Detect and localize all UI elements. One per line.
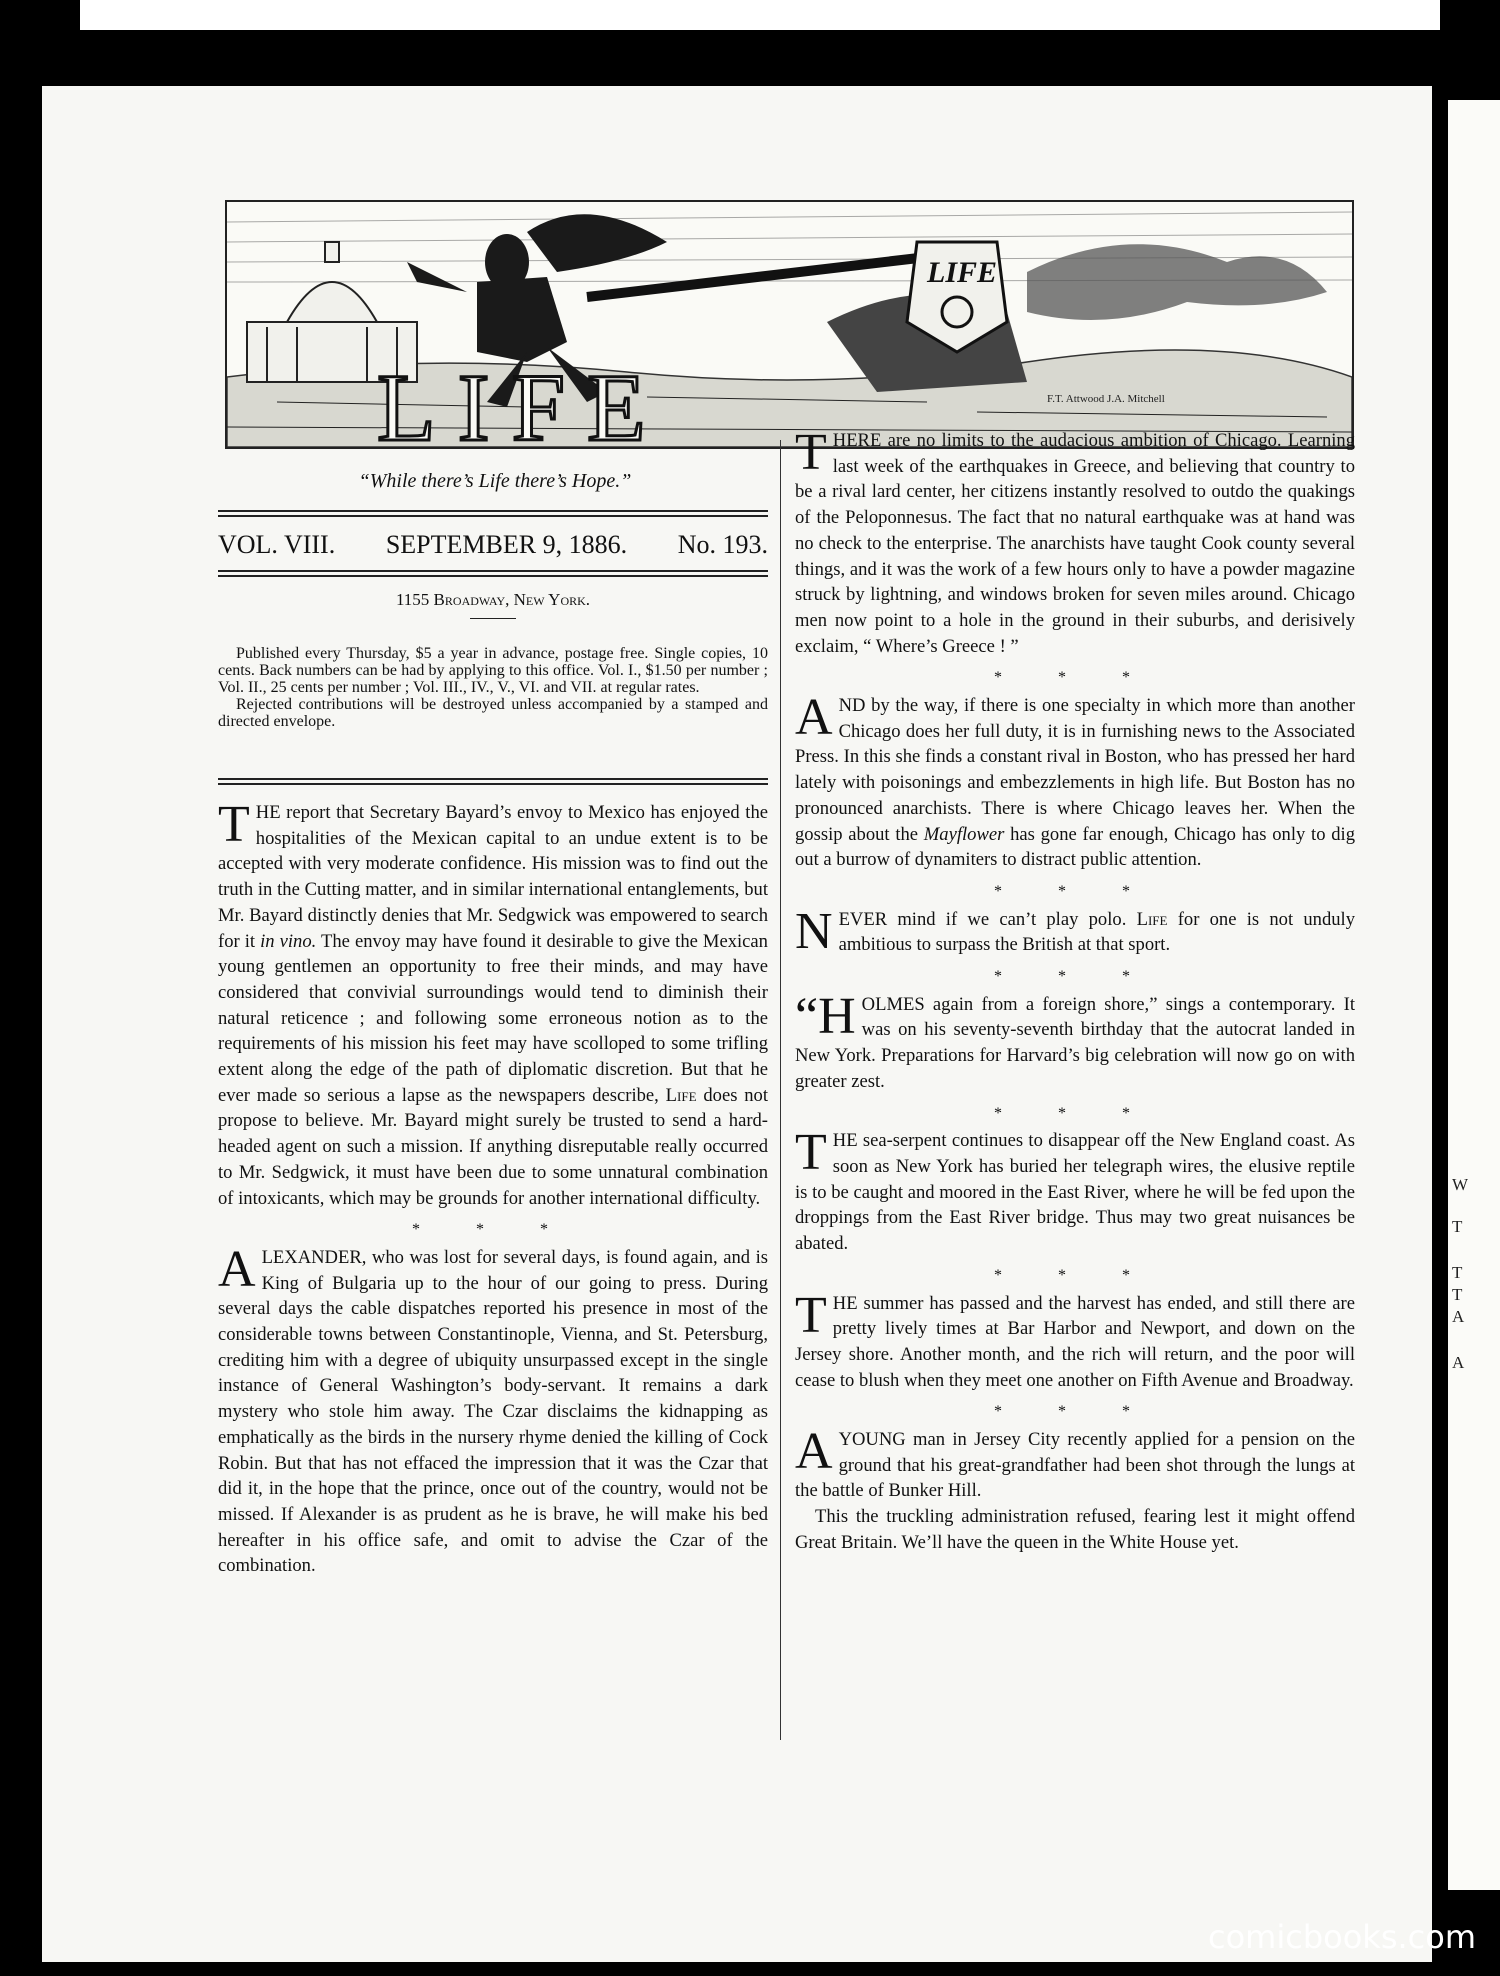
rule <box>218 510 768 512</box>
rule <box>470 618 516 619</box>
italic-text: Mayflower <box>923 823 1005 845</box>
drop-cap: N <box>795 902 833 960</box>
text: for one is not unduly ambitious to surpass the British at that sport. <box>838 908 1355 956</box>
contributions-notice: Rejected contributions will be destroyed unless accompanied by a stamped and directed envelope. <box>218 696 768 730</box>
drop-cap: T <box>795 424 827 481</box>
adjacent-letter: T <box>1452 1263 1463 1282</box>
rule <box>218 783 768 785</box>
separator-stars: * * * <box>994 968 1156 986</box>
shield-text: LIFE <box>927 256 998 289</box>
text: YOUNG man in Jersey City recently applied for a pension on the ground that his great-grandfather had been shot through the lungs at the battle of Bunker Hill. <box>795 1429 1355 1502</box>
drop-cap: T <box>795 1286 827 1344</box>
article-associated-press <box>795 689 1356 873</box>
text: does not propose to believe. Mr. Bayard might surely be trusted to send a hard-headed agent on such a mission. If anything disreputable really occurred to Mr. Sedgwick, it must have been due to some unnatural combination of intoxicants, which may be grounds for another international difficulty. <box>218 1084 769 1209</box>
open-quote: “ <box>795 987 819 1045</box>
separator-stars: * * * <box>994 1266 1156 1284</box>
publication-info <box>218 645 768 730</box>
article-alexander <box>218 1240 768 1579</box>
life-logo: LIFE <box>377 354 668 447</box>
text: HE sea-serpent continues to disappear off the New England coast. As soon as New York has buried her telegraph wires, the elusive reptile is to be caught and moored in the East River, where he will be fed upon the droppings from the East River bridge. Thus may two great nuisances be abated. <box>795 1130 1355 1255</box>
article-pension <box>795 1423 1355 1504</box>
publisher-address: 1155 Broadway, New York. <box>395 590 591 609</box>
subscription-info: Published every Thursday, $5 a year in advance, postage free. Single copies, 10 cents. Back numbers can be had by applying to this office. Vol. I., $1.50 per number ; Vol. II., 25 cents per number ; Vol. III., IV., V., VI. and VII. at regular rates. <box>218 645 768 696</box>
drop-cap: A <box>795 1423 833 1481</box>
left-column <box>218 796 769 1579</box>
life-name: Life <box>1136 908 1168 930</box>
rule <box>218 570 768 572</box>
article-holmes <box>795 987 1355 1095</box>
article-summer <box>795 1286 1355 1394</box>
masthead-illustration <box>225 200 1354 449</box>
text: HE report that Secretary Bayard’s envoy to Mexico has enjoyed the hospitalities of the Mexican capital to an undue extent is to be accepted with very moderate confidence. His mission was to find out the truth in the Cutting matter, and in similar international entanglements, but Mr. Bayard distinctly denies that Mr. Sedgwick was empowered to search for it <box>218 802 768 952</box>
drop-cap: H <box>818 987 856 1045</box>
adjacent-letter: A <box>1452 1307 1465 1326</box>
article-polo <box>795 902 1355 960</box>
rule <box>218 515 768 517</box>
separator-stars: * * * <box>994 1403 1156 1421</box>
adjacent-page-edge <box>1448 100 1500 1890</box>
column-divider <box>780 440 781 1740</box>
adjacent-letter: W <box>1452 1175 1469 1194</box>
life-name: Life <box>665 1084 697 1106</box>
issue-line <box>218 530 768 560</box>
issue-date: SEPTEMBER 9, 1886. <box>385 530 628 559</box>
adjacent-letter: T <box>1452 1285 1463 1304</box>
watermark: comicbooks.com <box>1207 1918 1476 1956</box>
drop-cap: T <box>795 1124 827 1182</box>
text: EVER mind if we can’t play polo. <box>838 908 1127 930</box>
artist-credit: F.T. Attwood J.A. Mitchell <box>1047 393 1165 405</box>
text: LEXANDER, who was lost for several days, is found again, and is King of Bulgaria up to the hour of our going to press. During several days the cable dispatches reported his presence in most of the considerable towns between Constantinople, Vienna, and St. Petersburg, crediting him with a degree of ubiquity unsurpassed except in the single instance of General Washington’s body-servant. It remains a dark mystery who stole him away. The Czar disclaims the kidnapping as emphatically as the birds in the nursery rhyme denied the killing of Cock Robin. But that has not effaced the impression that it was the Czar that did it, in the hope that the prince, once out of the country, would not be missed. If Alexander is as prudent as he is brave, he will make his bed hereafter in his office safe, and omit to advise the Czar of the combination. <box>218 1246 768 1577</box>
text: HERE are no limits to the audacious ambition of Chicago. Learning last week of the earthquakes in Greece, and believing that country to be a rival lard center, her citizens instantly resolved to outdo the quakings of the Peloponnesus. The fact that no natural earthquake was at hand was no check to the enterprise. The anarchists have taught Cook county several things, and it was the work of a few hours only to have a powder magazine struck by lightning, and windows broken for seven miles around. Chicago men now point to a hole in the ground in their suburbs, and derisively exclaim, “ Where’s Greece ! ” <box>795 430 1355 657</box>
article-chicago <box>795 424 1355 659</box>
separator-stars: * * * <box>994 882 1156 900</box>
illustration-svg <box>227 202 1352 447</box>
volume: VOL. VIII. <box>218 530 336 559</box>
text: ND by the way, if there is one specialty in which more than another Chicago does her full duty, it is in furnishing news to the Associated Press. In this she finds a constant rival in Boston, who has pressed her hard lately with poisonings and embezzlements in high life. But Boston has no pronounced anarchists. There is where Chicago leaves her. When the gossip about the <box>795 695 1355 845</box>
drop-cap: A <box>795 689 833 747</box>
right-column <box>795 424 1356 1556</box>
drop-cap: A <box>218 1240 256 1298</box>
text: HE summer has passed and the harvest has ended, and still there are pretty lively times at Bar Harbor and Newport, and down on the Jersey shore. Another month, and the rich will return, and the poor will cease to blush when they meet one another on Fifth Avenue and Broadway. <box>795 1292 1355 1391</box>
rule <box>218 575 768 577</box>
separator-stars: * * * <box>412 1221 574 1239</box>
article-pension-cont: This the truckling administration refused, fearing lest it might offend Great Britain. We’ll have the queen in the White House yet. <box>795 1506 1355 1553</box>
issue-number: No. 193. <box>677 530 768 559</box>
adjacent-letter: T <box>1452 1217 1463 1236</box>
drop-cap: T <box>218 796 250 853</box>
motto: “While there’s Life there’s Hope.” <box>358 470 632 492</box>
separator-stars: * * * <box>994 669 1156 687</box>
separator-stars: * * * <box>994 1104 1156 1122</box>
scan-top-border <box>80 0 1440 30</box>
text: OLMES again from a foreign shore,” sings a contemporary. It was on his seventy-seventh birthday that the autocrat landed in New York. Preparations for Harvard’s big celebration will now go on with greater zest. <box>795 993 1355 1092</box>
italic-text: in vino. <box>260 930 317 952</box>
article-bayard <box>218 796 769 1211</box>
article-sea-serpent <box>795 1124 1355 1257</box>
text: The envoy may have found it desirable to give the Mexican young gentlemen an opportunity to free their minds, and may have considered that convivial surroundings would tend to diminish their natural reticence ; and following some erroneous notion as to the requirements of his mission his feet may have scolloped to some trifling extent along the edge of the path of diplomatic discretion. But that he ever made so serious a lapse as the newspapers describe, <box>218 930 768 1106</box>
adjacent-letter: A <box>1452 1353 1465 1372</box>
text: has gone far enough, Chicago has only to dig out a burrow of dynamiters to distract public attention. <box>795 823 1356 871</box>
rule <box>218 778 768 780</box>
